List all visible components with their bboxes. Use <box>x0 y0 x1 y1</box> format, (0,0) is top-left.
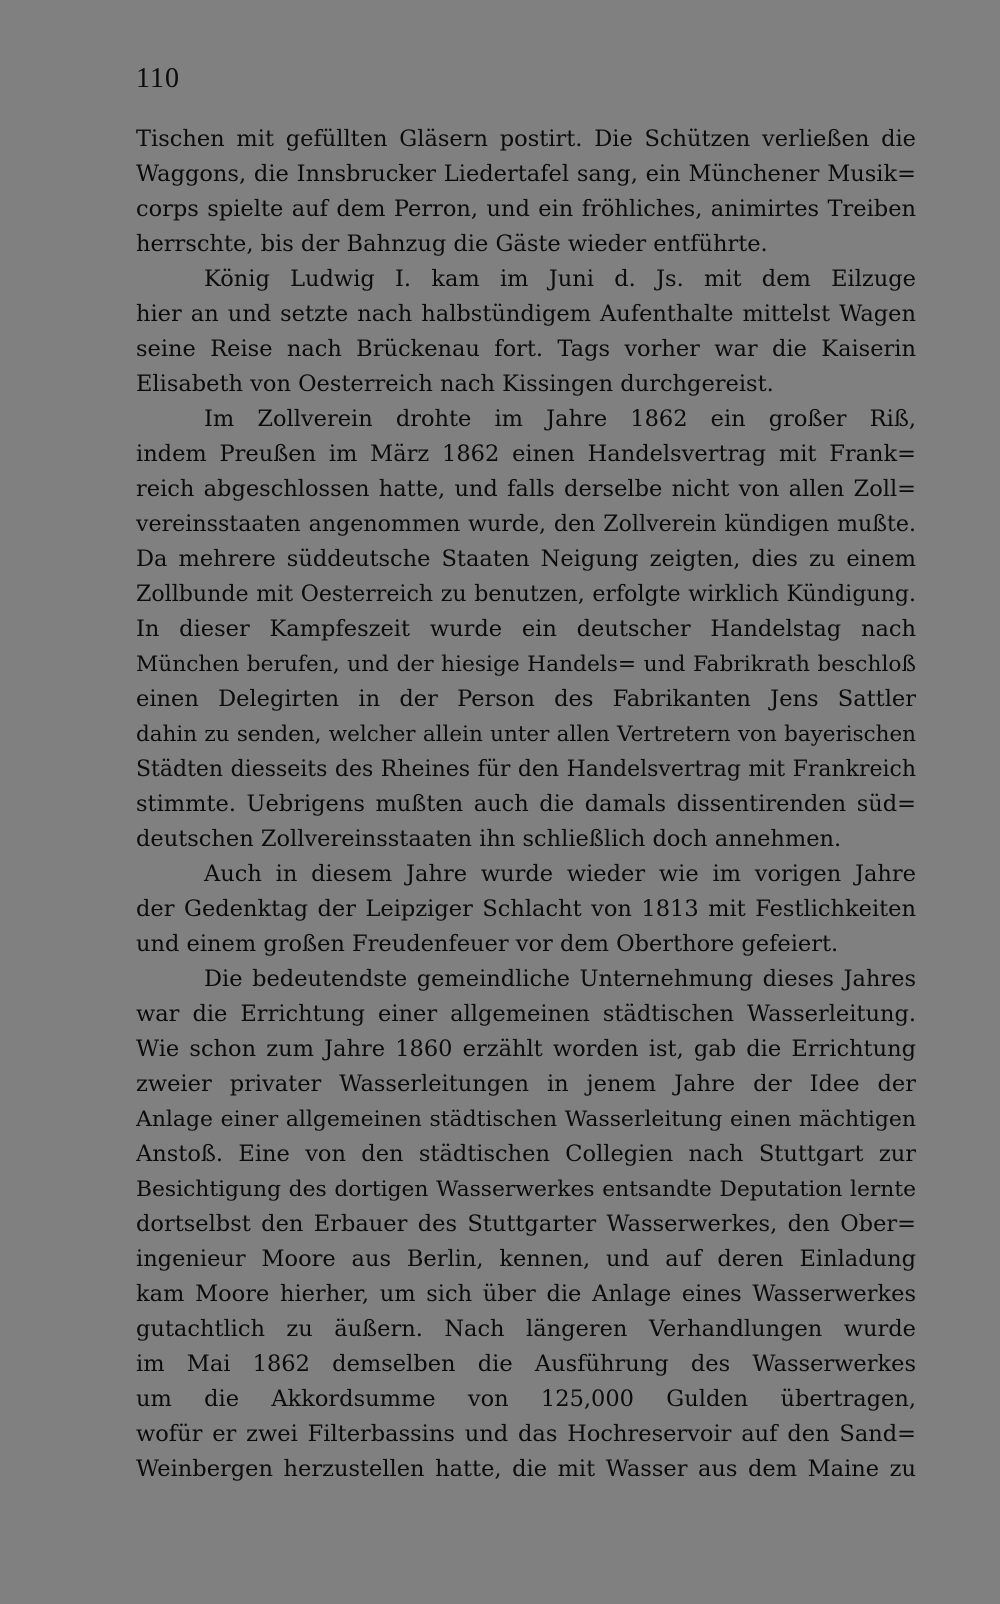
text-line: ingenieur Moore aus Berlin, kennen, und auf deren Einladung <box>136 1246 916 1272</box>
text-line: vereinsstaaten angenommen wurde, den Zollverein kündigen mußte. <box>136 511 916 537</box>
text-line: herrschte, bis der Bahnzug die Gäste wieder entführte. <box>136 231 768 257</box>
text-line: hier an und setzte nach halbstündigem Aufenthalte mittelst Wagen <box>136 301 916 327</box>
text-line: Anlage einer allgemeinen städtischen Wasserleitung einen mächtigen <box>136 1107 916 1132</box>
text-line: Tischen mit gefüllten Gläsern postirt. Die Schützen verließen die <box>136 126 916 152</box>
text-line: und einem großen Freudenfeuer vor dem Oberthore gefeiert. <box>136 931 839 957</box>
text-line: einen Delegirten in der Person des Fabrikanten Jens Sattler <box>136 686 916 712</box>
text-line: dortselbst den Erbauer des Stuttgarter Wasserwerkes, den Ober= <box>136 1211 916 1237</box>
text-line: um die Akkordsumme von 125,000 Gulden übertragen, <box>136 1386 916 1412</box>
text-line: indem Preußen im März 1862 einen Handelsvertrag mit Frank= <box>136 441 916 467</box>
text-line: dahin zu senden, welcher allein unter allen Vertretern von bayerischen <box>136 722 916 747</box>
text-line: Waggons, die Innsbrucker Liedertafel sang, ein Münchener Musik= <box>136 161 916 187</box>
text-line: im Mai 1862 demselben die Ausführung des Wasserwerkes <box>136 1351 916 1377</box>
text-line: deutschen Zollvereinsstaaten ihn schließlich doch annehmen. <box>136 826 842 852</box>
text-line: gutachtlich zu äußern. Nach längeren Verhandlungen wurde <box>136 1316 916 1342</box>
text-line: wofür er zwei Filterbassins und das Hochreservoir auf den Sand= <box>136 1421 916 1447</box>
text-line: Wie schon zum Jahre 1860 erzählt worden ist, gab die Errichtung <box>136 1036 916 1062</box>
text-line: Die bedeutendste gemeindliche Unternehmung dieses Jahres <box>204 966 916 992</box>
text-line: Besichtigung des dortigen Wasserwerkes entsandte Deputation lernte <box>136 1177 916 1202</box>
text-line: zweier privater Wasserleitungen in jenem Jahre der Idee der <box>136 1071 916 1097</box>
text-line: Weinbergen herzustellen hatte, die mit Wasser aus dem Maine zu <box>136 1456 916 1482</box>
text-line: war die Errichtung einer allgemeinen städtischen Wasserleitung. <box>136 1001 916 1027</box>
text-line: reich abgeschlossen hatte, und falls derselbe nicht von allen Zoll= <box>136 476 916 502</box>
text-line: Städten diesseits des Rheines für den Handelsvertrag mit Frankreich <box>136 757 916 782</box>
text-line: stimmte. Uebrigens mußten auch die damals dissentirenden süd= <box>136 791 916 817</box>
text-line: König Ludwig I. kam im Juni d. Js. mit dem Eilzuge <box>204 266 916 292</box>
text-line: Elisabeth von Oesterreich nach Kissingen durchgereist. <box>136 371 774 397</box>
text-line: München berufen, und der hiesige Handels= und Fabrikrath beschloß <box>136 652 916 677</box>
body-text <box>136 122 916 1487</box>
text-line: corps spielte auf dem Perron, und ein fröhliches, animirtes Treiben <box>136 196 916 222</box>
text-line: seine Reise nach Brückenau fort. Tags vorher war die Kaiserin <box>136 336 916 362</box>
text-line: Auch in diesem Jahre wurde wieder wie im vorigen Jahre <box>204 861 916 887</box>
text-line: kam Moore hierher, um sich über die Anlage eines Wasserwerkes <box>136 1281 916 1307</box>
text-line: In dieser Kampfeszeit wurde ein deutscher Handelstag nach <box>136 616 916 642</box>
text-line: Anstoß. Eine von den städtischen Collegien nach Stuttgart zur <box>136 1141 916 1167</box>
text-line: der Gedenktag der Leipziger Schlacht von 1813 mit Festlichkeiten <box>136 896 916 922</box>
page-number: 110 <box>136 63 180 94</box>
text-line: Zollbunde mit Oesterreich zu benutzen, erfolgte wirklich Kündigung. <box>136 581 916 607</box>
text-line: Da mehrere süddeutsche Staaten Neigung zeigten, dies zu einem <box>136 546 916 572</box>
text-line: Im Zollverein drohte im Jahre 1862 ein großer Riß, <box>204 406 916 432</box>
